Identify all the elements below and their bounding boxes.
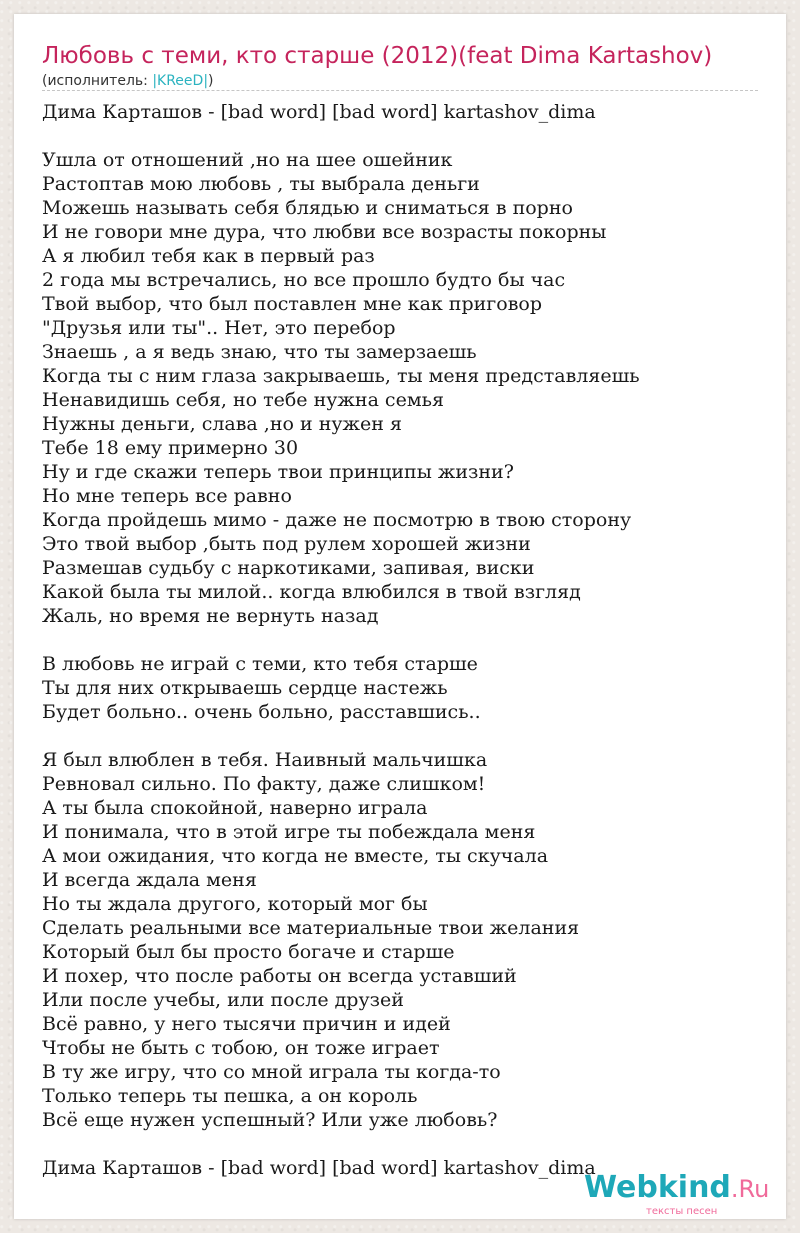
lyric-line: И понимала, что в этой игре ты побеждала меня [42,821,536,843]
lyric-line: Дима Карташов - [bad word] [bad word] kartashov_dima [42,101,596,123]
lyric-line: А я любил тебя как в первый раз [42,245,375,267]
lyric-blank-line [42,724,772,748]
lyric-line: 2 года мы встречались, но все прошло будто бы час [42,269,566,291]
lyric-line: А ты была спокойной, наверно играла [42,797,428,819]
lyric-line: И похер, что после работы он всегда уставший [42,965,517,987]
lyric-line: Это твой выбор ,быть под рулем хорошей жизни [42,533,531,555]
lyric-line: В ту же игру, что со мной играла ты когда-то [42,1061,501,1083]
lyric-line: В любовь не играй с теми, кто тебя старше [42,653,478,675]
lyric-line: Растоптав мою любовь , ты выбрала деньги [42,173,480,195]
lyric-line: Или после учебы, или после друзей [42,989,404,1011]
lyric-line: Когда пройдешь мимо - даже не посмотрю в твою сторону [42,509,632,531]
lyric-line: Дима Карташов - [bad word] [bad word] kartashov_dima [42,1157,596,1179]
lyric-line: "Друзья или ты".. Нет, это перебор [42,317,396,339]
logo-wordmark [584,1168,769,1209]
lyric-blank-line [42,1132,772,1156]
lyric-line: Но мне теперь все равно [42,485,292,507]
lyric-line: Будет больно.. очень больно, расставшись.. [42,701,481,723]
lyric-line: Ну и где скажи теперь твои принципы жизни? [42,461,514,483]
logo-tld-text: .Ru [730,1175,770,1203]
lyric-line: Размешав судьбу с наркотиками, запивая, виски [42,557,535,579]
lyric-line: Жаль, но время не вернуть назад [42,605,379,627]
lyric-line: Твой выбор, что был поставлен мне как приговор [42,293,542,315]
song-title: Любовь с теми, кто старше (2012)(feat Dima Kartashov) [42,43,713,69]
lyric-line: Который был бы просто богаче и старше [42,941,455,963]
lyric-line: Когда ты с ним глаза закрываешь, ты меня представляешь [42,365,640,387]
lyrics-text [42,100,772,1180]
lyric-line: Сделать реальными все материальные твои желания [42,917,580,939]
lyric-line: А мои ожидания, что когда не вместе, ты скучала [42,845,549,867]
lyric-blank-line [42,124,772,148]
lyric-line: Только теперь ты пешка, а он король [42,1085,418,1107]
lyric-line: Я был влюблен в тебя. Наивный мальчишка [42,749,488,771]
lyric-line: Ушла от отношений ,но на шее ошейник [42,149,453,171]
lyric-line: И всегда ждала меня [42,869,257,891]
lyric-line: Всё еще нужен успешный? Или уже любовь? [42,1109,498,1131]
artist-link[interactable]: |KReeD| [152,73,209,89]
lyric-line: Ревновал сильно. По факту, даже слишком! [42,773,486,795]
lyric-line: И не говори мне дура, что любви все возрасты покорны [42,221,607,243]
lyric-line: Знаешь , а я ведь знаю, что ты замерзаешь [42,341,477,363]
lyric-line: Ненавидишь себя, но тебе нужна семья [42,389,444,411]
site-logo[interactable] [584,1168,784,1218]
lyric-line: Какой была ты милой.. когда влюбился в твой взгляд [42,581,581,603]
lyric-line: Чтобы не быть с тобою, он тоже играет [42,1037,440,1059]
logo-main-text: Webkind [584,1170,731,1205]
lyric-blank-line [42,628,772,652]
lyrics-page [14,14,786,1219]
logo-tagline: тексты песен [646,1206,718,1217]
lyric-line: Нужны деньги, слава ,но и нужен я [42,413,402,435]
performer-line [42,72,214,90]
lyric-line: Но ты ждала другого, который мог бы [42,893,428,915]
lyric-line: Тебе 18 ему примерно 30 [42,437,299,459]
performer-suffix: ) [208,73,214,89]
lyric-line: Всё равно, у него тысячи причин и идей [42,1013,451,1035]
performer-prefix: (исполнитель: [42,73,153,89]
lyric-line: Можешь называть себя блядью и сниматься в порно [42,197,573,219]
lyric-line: Ты для них открываешь сердце настежь [42,677,448,699]
title-divider [42,90,758,91]
